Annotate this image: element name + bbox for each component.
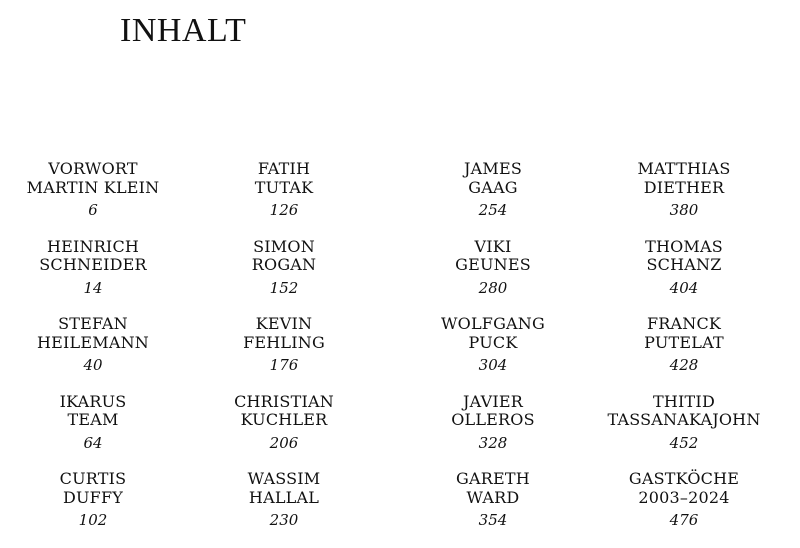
toc-entry[interactable]: [184, 315, 384, 393]
toc-entry-name-line2: MARTIN KLEIN: [26, 177, 160, 197]
toc-entry-name-line1: VIKI: [474, 236, 512, 256]
toc-entry-name-line1: CURTIS: [59, 469, 127, 488]
page-title: INHALT: [120, 12, 247, 49]
toc-column-3: [393, 160, 593, 548]
toc-entry-page-number: 428: [669, 356, 699, 374]
toc-entry-name-line2: 2003–2024: [638, 487, 730, 507]
toc-entry-page-number: 354: [478, 511, 508, 529]
toc-entry[interactable]: [584, 393, 784, 471]
toc-entry[interactable]: [393, 238, 593, 316]
toc-entry-name-line1: VORWORT: [48, 159, 138, 178]
toc-entry-name-line1: STEFAN: [58, 314, 128, 333]
toc-entry-page-number: 230: [269, 511, 299, 529]
toc-entry[interactable]: [584, 160, 784, 238]
toc-entry-name-line1: THITID: [653, 391, 715, 411]
toc-entry-name-line2: GAAG: [468, 177, 518, 197]
toc-entry-page-number: 404: [669, 278, 699, 297]
toc-entry-page-number: 102: [78, 511, 108, 529]
toc-entry[interactable]: [0, 470, 193, 548]
toc-entry-page-number: 152: [269, 278, 299, 297]
toc-entry-page-number: 304: [478, 356, 508, 374]
toc-entry-name-line2: OLLEROS: [451, 410, 535, 429]
toc-entry-name-line2: SCHNEIDER: [39, 255, 147, 274]
toc-column-2: [184, 160, 384, 548]
toc-entry-name-line2: TUTAK: [254, 177, 314, 197]
toc-entry-name-line1: GARETH: [456, 469, 530, 488]
toc-entry-name-line2: TEAM: [67, 410, 119, 429]
toc-entry-name-line2: ROGAN: [251, 255, 317, 274]
toc-entry[interactable]: [0, 160, 193, 238]
toc-entry-name-line1: FATIH: [257, 159, 311, 178]
toc-entry-page-number: 476: [669, 511, 699, 529]
toc-entry-name-line2: KUCHLER: [240, 410, 328, 429]
toc-entry-page-number: 254: [478, 201, 508, 219]
toc-entry[interactable]: [584, 315, 784, 393]
toc-entry-page-number: 380: [669, 201, 699, 219]
toc-entry-name-line1: GASTKÖCHE: [628, 469, 740, 488]
toc-entry-name-line1: WASSIM: [247, 469, 321, 488]
toc-entry-page-number: 6: [88, 201, 98, 219]
toc-entry[interactable]: [393, 315, 593, 393]
toc-entry[interactable]: [184, 393, 384, 471]
toc-entry-page-number: 176: [269, 356, 299, 374]
toc-entry[interactable]: [393, 160, 593, 238]
toc-entry-name-line2: WARD: [466, 487, 520, 507]
toc-entry-name-line1: CHRISTIAN: [234, 391, 334, 411]
toc-entry-name-line2: HALLAL: [248, 487, 320, 507]
toc-entry-name-line1: JAVIER: [463, 391, 523, 411]
toc-entry-page-number: 206: [269, 433, 299, 452]
toc-entry[interactable]: [184, 238, 384, 316]
toc-entry[interactable]: [0, 393, 193, 471]
toc-entry-page-number: 452: [669, 433, 699, 452]
toc-column-1: [0, 160, 193, 548]
toc-entry-name-line1: IKARUS: [59, 391, 127, 411]
toc-entry-name-line1: WOLFGANG: [440, 314, 545, 333]
toc-entry-name-line1: THOMAS: [645, 236, 723, 256]
toc-entry-page-number: 126: [269, 201, 299, 219]
toc-entry-page-number: 280: [478, 278, 508, 297]
toc-entry-page-number: 40: [83, 356, 103, 374]
toc-entry-name-line2: PUCK: [468, 332, 518, 352]
toc-entry-name-line2: FEHLING: [243, 332, 325, 352]
toc-entry[interactable]: [584, 238, 784, 316]
toc-entry-page-number: 14: [83, 278, 103, 297]
toc-entry-name-line2: TASSANAKAJOHN: [607, 410, 761, 429]
toc-entry[interactable]: [184, 470, 384, 548]
toc-entry-name-line1: MATTHIAS: [637, 159, 731, 178]
toc-entry-name-line2: HEILEMANN: [37, 332, 149, 352]
toc-entry-name-line1: KEVIN: [255, 314, 313, 333]
toc-entry-name-line2: PUTELAT: [644, 332, 724, 352]
toc-entry-name-line2: DIETHER: [643, 177, 725, 197]
toc-entry-name-line1: HEINRICH: [46, 236, 140, 256]
toc-entry[interactable]: [393, 470, 593, 548]
toc-entry-name-line1: SIMON: [253, 236, 315, 256]
toc-entry-name-line2: DUFFY: [62, 487, 124, 507]
toc-entry-name-line1: JAMES: [464, 159, 522, 178]
toc-entry-name-line2: GEUNES: [455, 255, 531, 274]
toc-entry-name-line1: FRANCK: [646, 314, 722, 333]
toc-entry[interactable]: [0, 238, 193, 316]
toc-entry[interactable]: [184, 160, 384, 238]
toc-entry-page-number: 328: [478, 433, 508, 452]
toc-entry[interactable]: [393, 393, 593, 471]
toc-entry-page-number: 64: [83, 433, 103, 452]
toc-entry[interactable]: [0, 315, 193, 393]
toc-entry[interactable]: [584, 470, 784, 548]
toc-column-4: [584, 160, 784, 548]
toc-entry-name-line2: SCHANZ: [646, 255, 722, 274]
